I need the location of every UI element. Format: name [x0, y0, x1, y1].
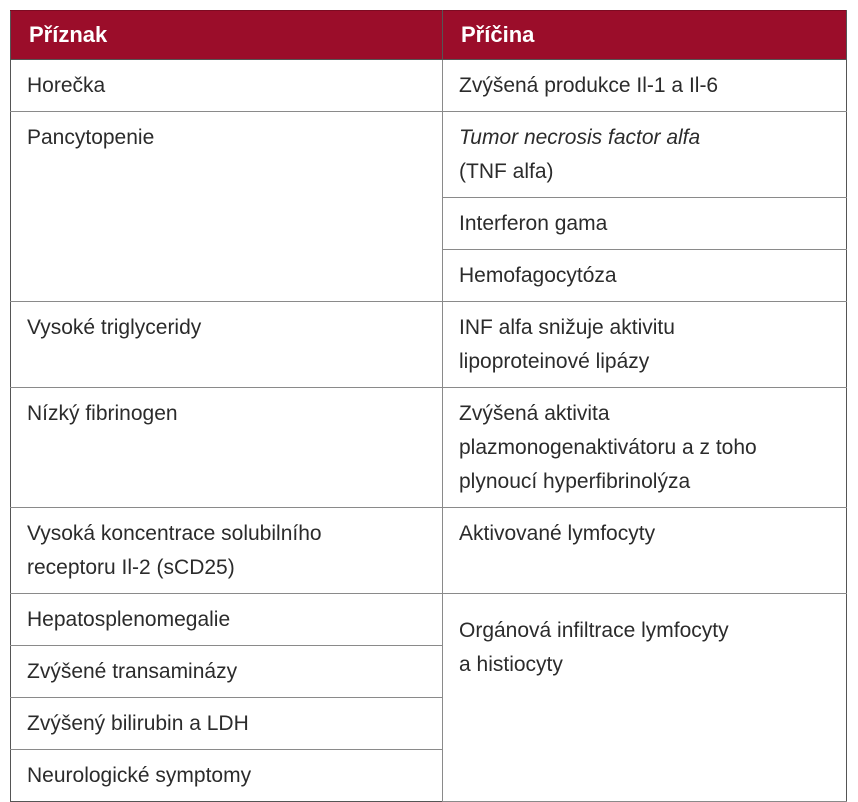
- cause-text: Orgánová infiltrace lymfocyty: [459, 619, 729, 642]
- cause-cell: Aktivované lymfocyty: [443, 508, 847, 594]
- symptom-text: Vysoká koncentrace solubilního: [27, 522, 322, 545]
- table-row: [11, 508, 847, 594]
- symptom-cell: Zvýšený bilirubin a LDH: [11, 698, 443, 750]
- cause-text: lipoproteinové lipázy: [459, 350, 650, 373]
- cause-cell: Hemofagocytóza: [443, 250, 847, 302]
- cause-italic-text: Tumor necrosis factor alfa: [459, 126, 701, 149]
- symptom-cell: Vysoké triglyceridy: [11, 302, 443, 388]
- cause-text: plazmonogenaktivátoru a z toho: [459, 436, 757, 459]
- cause-cell: [443, 302, 847, 388]
- symptom-cell: Hepatosplenomegalie: [11, 594, 443, 646]
- cause-text: a histiocyty: [459, 653, 563, 676]
- cause-cell: Interferon gama: [443, 198, 847, 250]
- symptom-cause-table: [10, 10, 847, 802]
- cause-text: plynoucí hyperfibrinolýza: [459, 470, 691, 493]
- cause-cell: Zvýšená produkce Il-1 a Il-6: [443, 60, 847, 112]
- symptom-text: receptoru Il-2 (sCD25): [27, 556, 235, 579]
- symptom-cell: Nízký fibrinogen: [11, 388, 443, 508]
- table-row: [11, 112, 847, 198]
- header-symptom: Příznak: [11, 11, 443, 60]
- symptom-cell: Neurologické symptomy: [11, 750, 443, 802]
- table-row: [11, 388, 847, 508]
- cause-cell: [443, 112, 847, 198]
- cause-text: INF alfa snižuje aktivitu: [459, 316, 675, 339]
- cause-text: (TNF alfa): [459, 160, 554, 183]
- table-header-row: [11, 11, 847, 60]
- symptom-cell: Zvýšené transaminázy: [11, 646, 443, 698]
- table-row: [11, 594, 847, 646]
- symptom-cell: [11, 508, 443, 594]
- symptom-cell: Horečka: [11, 60, 443, 112]
- header-cause: Příčina: [443, 11, 847, 60]
- table-row: [11, 60, 847, 112]
- cause-cell: [443, 594, 847, 802]
- cause-cell: [443, 388, 847, 508]
- symptom-cell: Pancytopenie: [11, 112, 443, 302]
- table-row: [11, 302, 847, 388]
- cause-text: Zvýšená aktivita: [459, 402, 610, 425]
